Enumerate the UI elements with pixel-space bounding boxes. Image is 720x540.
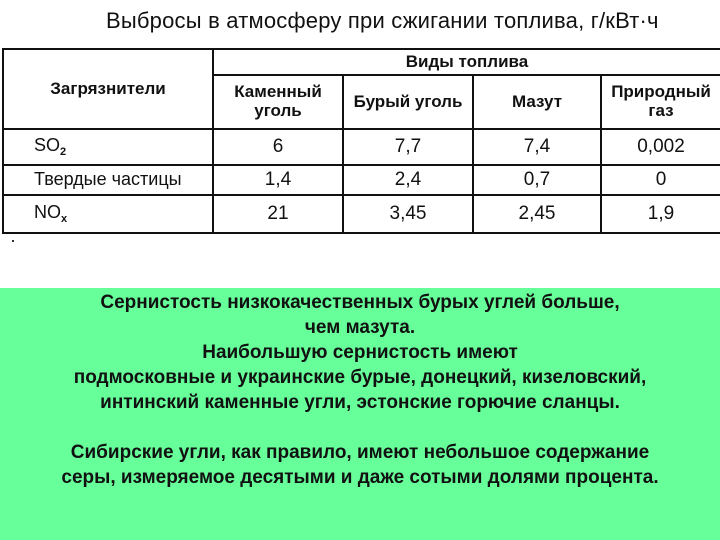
fuel-types-header: Виды топлива	[213, 49, 720, 75]
emissions-table	[2, 48, 720, 234]
note-line: интинский каменные угли, эстонские горючие сланцы.	[100, 392, 620, 413]
table-cell: 2,45	[473, 195, 601, 233]
row-label-nox: $NO_x$	[3, 195, 213, 233]
table-cell: 0,7	[473, 165, 601, 195]
table-row	[3, 165, 720, 195]
table-cell: 7,4	[473, 129, 601, 165]
table-title: Выбросы в атмосферу при сжигании топлива, г/кВт·ч	[106, 8, 659, 33]
table-cell: 1,9	[601, 195, 720, 233]
table-cell: 0,002	[601, 129, 720, 165]
table-cell: 6	[213, 129, 343, 165]
table-cell: 1,4	[213, 165, 343, 195]
column-header-fuel-oil: Мазут	[473, 75, 601, 129]
table-row	[3, 129, 720, 165]
pollutants-header: Загрязнители	[3, 49, 213, 129]
column-header-natural-gas: Природный газ	[601, 75, 720, 129]
column-header-hard-coal: Каменный уголь	[213, 75, 343, 129]
note-text	[0, 288, 720, 490]
table-cell: 7,7	[343, 129, 473, 165]
header-row-top	[3, 49, 720, 75]
row-label-particulates: Твердые частицы	[3, 165, 213, 195]
note-line: Сибирские угли, как правило, имеют небольшое содержание	[70, 442, 650, 463]
note-line: серы, измеряемое десятыми и даже сотыми долями процента.	[61, 467, 659, 488]
column-header-brown-coal: Бурый уголь	[343, 75, 473, 129]
note-line: Сернистость низкокачественных бурых углей больше,	[100, 292, 620, 313]
note-line: подмосковные и украинские бурые, донецкий, кизеловский,	[73, 367, 647, 388]
row-label-so2: $SO_2$	[3, 129, 213, 165]
table-cell: 2,4	[343, 165, 473, 195]
note-line: чем мазута.	[304, 317, 416, 338]
note-line: Наибольшую сернистость имеют	[202, 342, 518, 363]
note-panel	[0, 288, 720, 540]
table-cell: 3,45	[343, 195, 473, 233]
table-cell: 21	[213, 195, 343, 233]
table-row	[3, 195, 720, 233]
table-cell: 0	[601, 165, 720, 195]
note-line-blank	[0, 415, 720, 440]
scan-dot	[12, 240, 14, 242]
